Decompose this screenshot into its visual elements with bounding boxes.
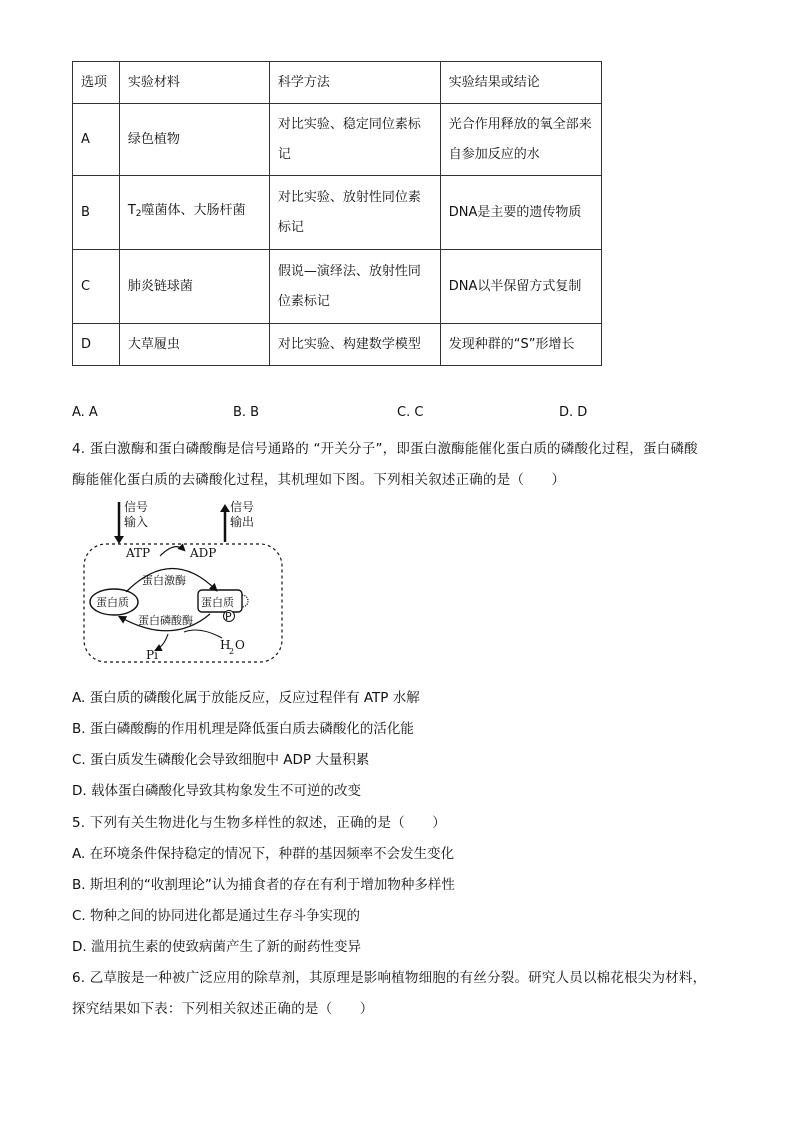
- phosphatase-label: 蛋白磷酸酶: [138, 614, 193, 627]
- water-input-line: [184, 630, 222, 638]
- table-cell-material: [119, 176, 269, 250]
- q4-stem-line-2: 酶能催化蛋白质的去磷酸化过程，其机理如下图。下列相关叙述正确的是（ ）: [72, 472, 566, 488]
- table-row: [73, 250, 602, 324]
- table-cell-result: DNA以半保留方式复制: [440, 250, 601, 324]
- q3-option-c[interactable]: C. C: [397, 405, 424, 420]
- table-cell-option: B: [73, 176, 120, 250]
- signal-input-label-1: 信号: [124, 500, 149, 514]
- q4-option-d[interactable]: D. 载体蛋白磷酸化导致其构象发生不可逆的改变: [72, 783, 361, 799]
- table-cell-result: 光合作用释放的氧全部来自参加反应的水: [440, 104, 601, 176]
- adp-label: ADP: [190, 546, 217, 560]
- q3-option-d[interactable]: D. D: [559, 405, 588, 420]
- water-label-sub: 2: [229, 647, 235, 656]
- q3-option-b[interactable]: B. B: [233, 405, 260, 420]
- q4-stem-line-1: 4. 蛋白激酶和蛋白磷酸酶是信号通路的 “开关分子”，即蛋白激酶能催化蛋白质的磷酸化过程，蛋白磷酸: [72, 441, 698, 457]
- table-row: [73, 104, 602, 176]
- phage-name-rest: 噬菌体、大肠杆菌: [141, 203, 246, 218]
- phage-name-prefix: T: [127, 203, 136, 218]
- table-cell-result: 发现种群的“S”形增长: [440, 324, 601, 366]
- protein-right-label: 蛋白质: [201, 596, 234, 609]
- q3-options: [72, 405, 672, 423]
- protein-left-label: 蛋白质: [96, 596, 129, 609]
- q5-stem: 5. 下列有关生物进化与生物多样性的叙述，正确的是（ ）: [72, 815, 446, 831]
- conformation-change-mark: [242, 595, 248, 607]
- table-row: [73, 176, 602, 250]
- table-cell-method: 对比实验、放射性同位素标记: [269, 176, 440, 250]
- experiment-table: [72, 61, 602, 366]
- table-row: [73, 324, 602, 366]
- q6-stem-line-1: 6. 乙草胺是一种被广泛应用的除草剂，其原理是影响植物细胞的有丝分裂。研究人员以棉花根尖为材料，: [72, 970, 707, 986]
- signal-input-label-2: 输入: [124, 515, 149, 529]
- table-header-cell: 实验结果或结论: [440, 62, 601, 104]
- q5-option-b[interactable]: B. 斯坦利的“收割理论”认为捕食者的存在有利于增加物种多样性: [72, 877, 455, 893]
- q6-stem-line-2: 探究结果如下表：下列相关叙述正确的是（ ）: [72, 1001, 374, 1017]
- table-cell-method: 对比实验、构建数学模型: [269, 324, 440, 366]
- atp-to-adp-arrow: [160, 547, 184, 556]
- q5-option-c[interactable]: C. 物种之间的协同进化都是通过生存斗争实现的: [72, 908, 361, 924]
- q3-option-a[interactable]: A. A: [72, 405, 98, 420]
- table-cell-material: 绿色植物: [119, 104, 269, 176]
- atp-label: ATP: [126, 546, 151, 560]
- q4-option-b[interactable]: B. 蛋白磷酸酶的作用机理是降低蛋白质去磷酸化的活化能: [72, 721, 414, 737]
- table-cell-option: C: [73, 250, 120, 324]
- signal-output-label-2: 输出: [230, 515, 255, 529]
- phage-name-subscript: 2: [135, 209, 142, 219]
- signal-input-arrowhead: [114, 536, 124, 544]
- pi-label: Pi: [146, 648, 158, 662]
- q5-option-d[interactable]: D. 滥用抗生素的使致病菌产生了新的耐药性变异: [72, 939, 361, 955]
- table-header-row: [73, 62, 602, 104]
- phosphate-label: P: [225, 610, 232, 623]
- q4-option-a[interactable]: A. 蛋白质的磷酸化属于放能反应，反应过程伴有 ATP 水解: [72, 690, 420, 706]
- table-cell-option: D: [73, 324, 120, 366]
- kinase-phosphatase-diagram: [80, 496, 290, 668]
- table-header-cell: 实验材料: [119, 62, 269, 104]
- table-header-cell: 选项: [73, 62, 120, 104]
- table-cell-method: 对比实验、稳定同位素标记: [269, 104, 440, 176]
- signal-output-label-1: 信号: [230, 500, 255, 514]
- signal-output-arrowhead: [220, 504, 230, 512]
- table-cell-material: 肺炎链球菌: [119, 250, 269, 324]
- table-cell-material: 大草履虫: [119, 324, 269, 366]
- water-label-h: H: [220, 638, 231, 652]
- table-cell-method: 假说—演绎法、放射性同位素标记: [269, 250, 440, 324]
- table-cell-result: DNA是主要的遗传物质: [440, 176, 601, 250]
- table-cell-option: A: [73, 104, 120, 176]
- q5-option-a[interactable]: A. 在环境条件保持稳定的情况下，种群的基因频率不会发生变化: [72, 846, 455, 862]
- kinase-label: 蛋白激酶: [142, 574, 186, 587]
- q4-option-c[interactable]: C. 蛋白质发生磷酸化会导致细胞中 ADP 大量积累: [72, 752, 370, 768]
- water-label-o: O: [235, 638, 245, 652]
- table-header-cell: 科学方法: [269, 62, 440, 104]
